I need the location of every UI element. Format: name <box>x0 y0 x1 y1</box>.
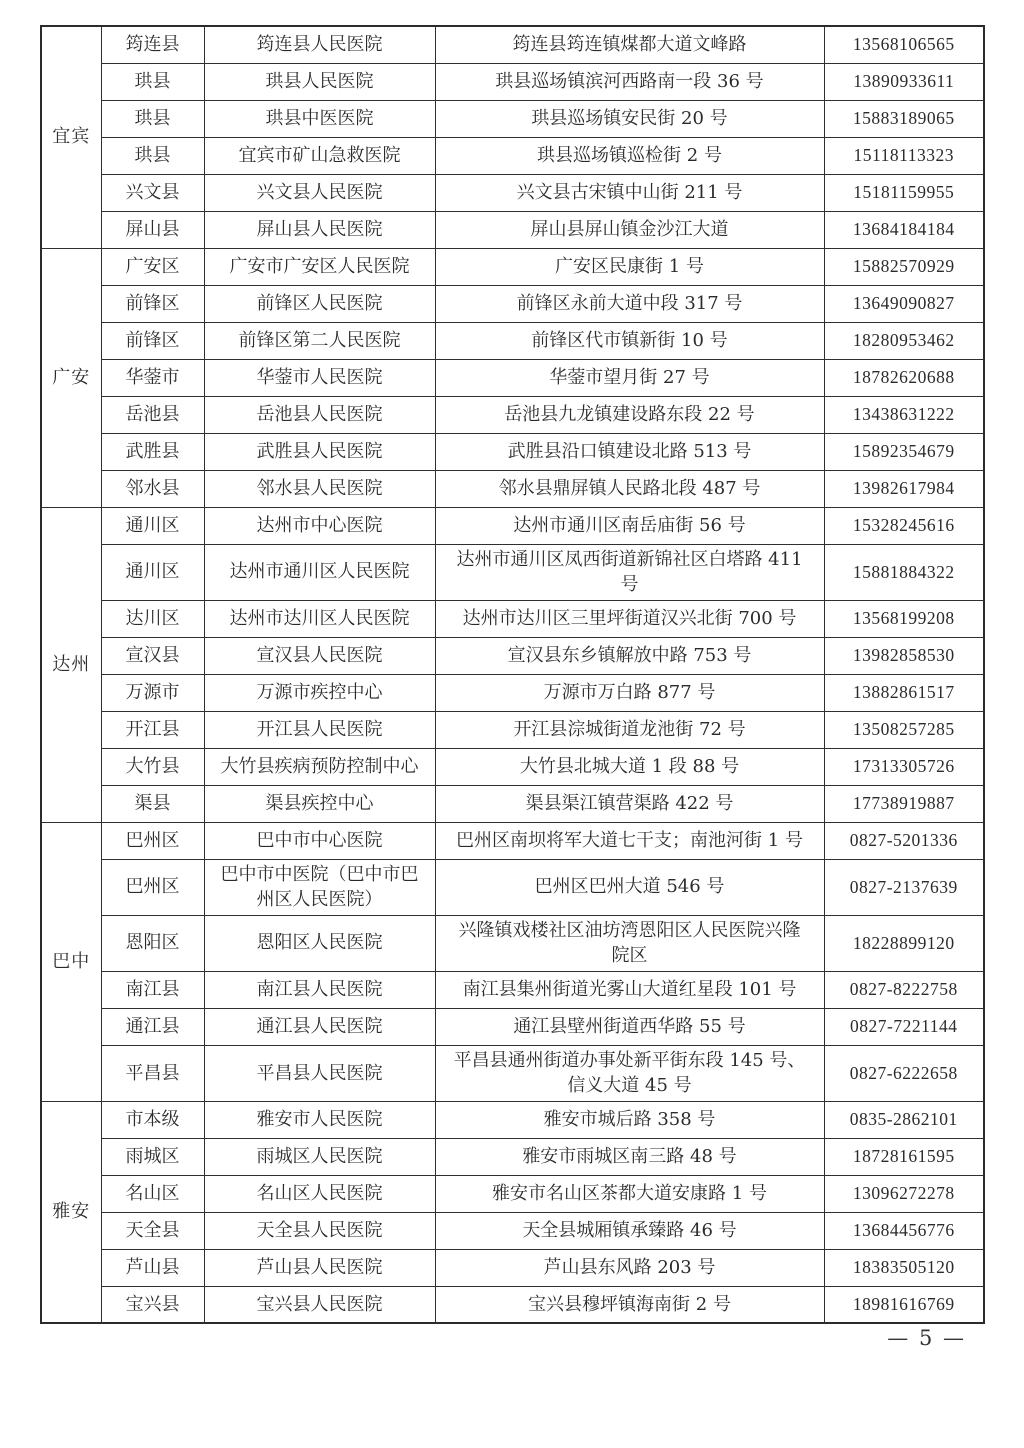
facility-cell: 宣汉县人民医院 <box>204 637 435 674</box>
phone-cell: 13882861517 <box>824 674 984 711</box>
facility-cell: 名山区人民医院 <box>204 1175 435 1212</box>
table-row <box>41 637 984 674</box>
facility-cell: 达州市通川区人民医院 <box>204 544 435 600</box>
address-cell: 兴文县古宋镇中山街 211 号 <box>435 174 824 211</box>
phone-cell: 15881884322 <box>824 544 984 600</box>
facility-cell: 珙县中医医院 <box>204 100 435 137</box>
phone-cell: 13438631222 <box>824 396 984 433</box>
address-cell: 宝兴县穆坪镇海南街 2 号 <box>435 1286 824 1323</box>
county-cell: 天全县 <box>101 1212 204 1249</box>
county-cell: 万源市 <box>101 674 204 711</box>
facility-cell: 雅安市人民医院 <box>204 1101 435 1138</box>
address-cell: 珙县巡场镇安民街 20 号 <box>435 100 824 137</box>
facility-cell: 恩阳区人民医院 <box>204 915 435 971</box>
county-cell: 宣汉县 <box>101 637 204 674</box>
address-cell: 雅安市名山区茶都大道安康路 1 号 <box>435 1175 824 1212</box>
table-row <box>41 174 984 211</box>
facility-cell: 天全县人民医院 <box>204 1212 435 1249</box>
table-row <box>41 26 984 63</box>
county-cell: 名山区 <box>101 1175 204 1212</box>
phone-cell: 13568199208 <box>824 600 984 637</box>
table-row <box>41 1175 984 1212</box>
table-row <box>41 285 984 322</box>
facility-cell: 巴中市中心医院 <box>204 822 435 859</box>
table-body <box>41 26 984 1323</box>
address-cell: 珙县巡场镇巡检街 2 号 <box>435 137 824 174</box>
facility-cell: 达州市中心医院 <box>204 507 435 544</box>
facility-cell: 珙县人民医院 <box>204 63 435 100</box>
table-row <box>41 63 984 100</box>
table-row <box>41 507 984 544</box>
county-cell: 华蓥市 <box>101 359 204 396</box>
address-cell: 通江县壁州街道西华路 55 号 <box>435 1008 824 1045</box>
phone-cell: 18280953462 <box>824 322 984 359</box>
facility-cell: 万源市疾控中心 <box>204 674 435 711</box>
county-cell: 武胜县 <box>101 433 204 470</box>
table-row <box>41 711 984 748</box>
county-cell: 前锋区 <box>101 285 204 322</box>
county-cell: 岳池县 <box>101 396 204 433</box>
county-cell: 通川区 <box>101 544 204 600</box>
address-cell: 万源市万白路 877 号 <box>435 674 824 711</box>
county-cell: 通川区 <box>101 507 204 544</box>
county-cell: 宝兴县 <box>101 1286 204 1323</box>
phone-cell: 15118113323 <box>824 137 984 174</box>
county-cell: 筠连县 <box>101 26 204 63</box>
address-cell: 巴州区南坝将军大道七干支；南池河街 1 号 <box>435 822 824 859</box>
phone-cell: 18981616769 <box>824 1286 984 1323</box>
city-cell: 广安 <box>41 248 101 507</box>
phone-cell: 0827-8222758 <box>824 971 984 1008</box>
hospital-contact-table <box>40 25 985 1324</box>
phone-cell: 15328245616 <box>824 507 984 544</box>
table-row <box>41 322 984 359</box>
phone-cell: 13890933611 <box>824 63 984 100</box>
city-cell: 巴中 <box>41 822 101 1101</box>
facility-cell: 南江县人民医院 <box>204 971 435 1008</box>
facility-cell: 华蓥市人民医院 <box>204 359 435 396</box>
phone-cell: 13649090827 <box>824 285 984 322</box>
table-row <box>41 396 984 433</box>
address-cell: 武胜县沿口镇建设北路 513 号 <box>435 433 824 470</box>
county-cell: 屏山县 <box>101 211 204 248</box>
table-row <box>41 470 984 507</box>
table-row <box>41 137 984 174</box>
address-cell: 芦山县东风路 203 号 <box>435 1249 824 1286</box>
facility-cell: 渠县疾控中心 <box>204 785 435 822</box>
table-row <box>41 544 984 600</box>
address-cell: 南江县集州街道光雾山大道红星段 101 号 <box>435 971 824 1008</box>
table-row <box>41 433 984 470</box>
address-cell: 平昌县通州街道办事处新平街东段 145 号、信义大道 45 号 <box>435 1045 824 1101</box>
address-cell: 达州市通川区南岳庙街 56 号 <box>435 507 824 544</box>
address-cell: 前锋区代市镇新街 10 号 <box>435 322 824 359</box>
address-cell: 前锋区永前大道中段 317 号 <box>435 285 824 322</box>
county-cell: 市本级 <box>101 1101 204 1138</box>
table-row <box>41 785 984 822</box>
address-cell: 华蓥市望月街 27 号 <box>435 359 824 396</box>
table-row <box>41 1138 984 1175</box>
county-cell: 渠县 <box>101 785 204 822</box>
facility-cell: 筠连县人民医院 <box>204 26 435 63</box>
address-cell: 珙县巡场镇滨河西路南一段 36 号 <box>435 63 824 100</box>
address-cell: 筠连县筠连镇煤都大道文峰路 <box>435 26 824 63</box>
table-row <box>41 915 984 971</box>
page-number: — 5 — <box>887 1326 966 1350</box>
phone-cell: 13684184184 <box>824 211 984 248</box>
phone-cell: 13684456776 <box>824 1212 984 1249</box>
county-cell: 前锋区 <box>101 322 204 359</box>
address-cell: 巴州区巴州大道 546 号 <box>435 859 824 915</box>
address-cell: 大竹县北城大道 1 段 88 号 <box>435 748 824 785</box>
county-cell: 达川区 <box>101 600 204 637</box>
facility-cell: 芦山县人民医院 <box>204 1249 435 1286</box>
phone-cell: 18383505120 <box>824 1249 984 1286</box>
page-footer <box>887 1326 966 1350</box>
facility-cell: 通江县人民医院 <box>204 1008 435 1045</box>
table-row <box>41 600 984 637</box>
county-cell: 邻水县 <box>101 470 204 507</box>
facility-cell: 兴文县人民医院 <box>204 174 435 211</box>
facility-cell: 雨城区人民医院 <box>204 1138 435 1175</box>
phone-cell: 0827-5201336 <box>824 822 984 859</box>
phone-cell: 18782620688 <box>824 359 984 396</box>
phone-cell: 0835-2862101 <box>824 1101 984 1138</box>
address-cell: 开江县淙城街道龙池街 72 号 <box>435 711 824 748</box>
county-cell: 南江县 <box>101 971 204 1008</box>
phone-cell: 0827-6222658 <box>824 1045 984 1101</box>
facility-cell: 巴中市中医院（巴中市巴州区人民医院） <box>204 859 435 915</box>
table-row <box>41 248 984 285</box>
table-row <box>41 1008 984 1045</box>
phone-cell: 15892354679 <box>824 433 984 470</box>
county-cell: 大竹县 <box>101 748 204 785</box>
facility-cell: 岳池县人民医院 <box>204 396 435 433</box>
county-cell: 芦山县 <box>101 1249 204 1286</box>
city-cell: 雅安 <box>41 1101 101 1323</box>
facility-cell: 广安市广安区人民医院 <box>204 248 435 285</box>
county-cell: 珙县 <box>101 63 204 100</box>
facility-cell: 宝兴县人民医院 <box>204 1286 435 1323</box>
county-cell: 巴州区 <box>101 822 204 859</box>
table-row <box>41 822 984 859</box>
table-row <box>41 359 984 396</box>
table-row <box>41 1249 984 1286</box>
address-cell: 雅安市雨城区南三路 48 号 <box>435 1138 824 1175</box>
county-cell: 平昌县 <box>101 1045 204 1101</box>
phone-cell: 17738919887 <box>824 785 984 822</box>
facility-cell: 达州市达川区人民医院 <box>204 600 435 637</box>
phone-cell: 0827-7221144 <box>824 1008 984 1045</box>
table-row <box>41 1286 984 1323</box>
county-cell: 通江县 <box>101 1008 204 1045</box>
table-row <box>41 1045 984 1101</box>
city-cell: 宜宾 <box>41 26 101 248</box>
table-row <box>41 971 984 1008</box>
county-cell: 开江县 <box>101 711 204 748</box>
phone-cell: 13982617984 <box>824 470 984 507</box>
facility-cell: 平昌县人民医院 <box>204 1045 435 1101</box>
address-cell: 达州市达川区三里坪街道汉兴北街 700 号 <box>435 600 824 637</box>
phone-cell: 18228899120 <box>824 915 984 971</box>
facility-cell: 邻水县人民医院 <box>204 470 435 507</box>
city-cell: 达州 <box>41 507 101 822</box>
phone-cell: 13982858530 <box>824 637 984 674</box>
phone-cell: 15883189065 <box>824 100 984 137</box>
facility-cell: 开江县人民医院 <box>204 711 435 748</box>
facility-cell: 前锋区人民医院 <box>204 285 435 322</box>
facility-cell: 前锋区第二人民医院 <box>204 322 435 359</box>
address-cell: 渠县渠江镇营渠路 422 号 <box>435 785 824 822</box>
table-row <box>41 211 984 248</box>
phone-cell: 15882570929 <box>824 248 984 285</box>
phone-cell: 15181159955 <box>824 174 984 211</box>
county-cell: 珙县 <box>101 137 204 174</box>
county-cell: 广安区 <box>101 248 204 285</box>
facility-cell: 屏山县人民医院 <box>204 211 435 248</box>
address-cell: 邻水县鼎屏镇人民路北段 487 号 <box>435 470 824 507</box>
address-cell: 天全县城厢镇承臻路 46 号 <box>435 1212 824 1249</box>
county-cell: 兴文县 <box>101 174 204 211</box>
phone-cell: 13096272278 <box>824 1175 984 1212</box>
address-cell: 雅安市城后路 358 号 <box>435 1101 824 1138</box>
county-cell: 雨城区 <box>101 1138 204 1175</box>
phone-cell: 0827-2137639 <box>824 859 984 915</box>
phone-cell: 13568106565 <box>824 26 984 63</box>
table-row <box>41 1212 984 1249</box>
table-row <box>41 748 984 785</box>
county-cell: 巴州区 <box>101 859 204 915</box>
address-cell: 岳池县九龙镇建设路东段 22 号 <box>435 396 824 433</box>
table-row <box>41 100 984 137</box>
address-cell: 屏山县屏山镇金沙江大道 <box>435 211 824 248</box>
facility-cell: 大竹县疾病预防控制中心 <box>204 748 435 785</box>
table-row <box>41 674 984 711</box>
table-row <box>41 859 984 915</box>
address-cell: 广安区民康街 1 号 <box>435 248 824 285</box>
phone-cell: 18728161595 <box>824 1138 984 1175</box>
address-cell: 兴隆镇戏楼社区油坊湾恩阳区人民医院兴隆院区 <box>435 915 824 971</box>
address-cell: 宣汉县东乡镇解放中路 753 号 <box>435 637 824 674</box>
county-cell: 恩阳区 <box>101 915 204 971</box>
facility-cell: 宜宾市矿山急救医院 <box>204 137 435 174</box>
address-cell: 达州市通川区凤西街道新锦社区白塔路 411 号 <box>435 544 824 600</box>
county-cell: 珙县 <box>101 100 204 137</box>
facility-cell: 武胜县人民医院 <box>204 433 435 470</box>
phone-cell: 17313305726 <box>824 748 984 785</box>
table-row <box>41 1101 984 1138</box>
phone-cell: 13508257285 <box>824 711 984 748</box>
